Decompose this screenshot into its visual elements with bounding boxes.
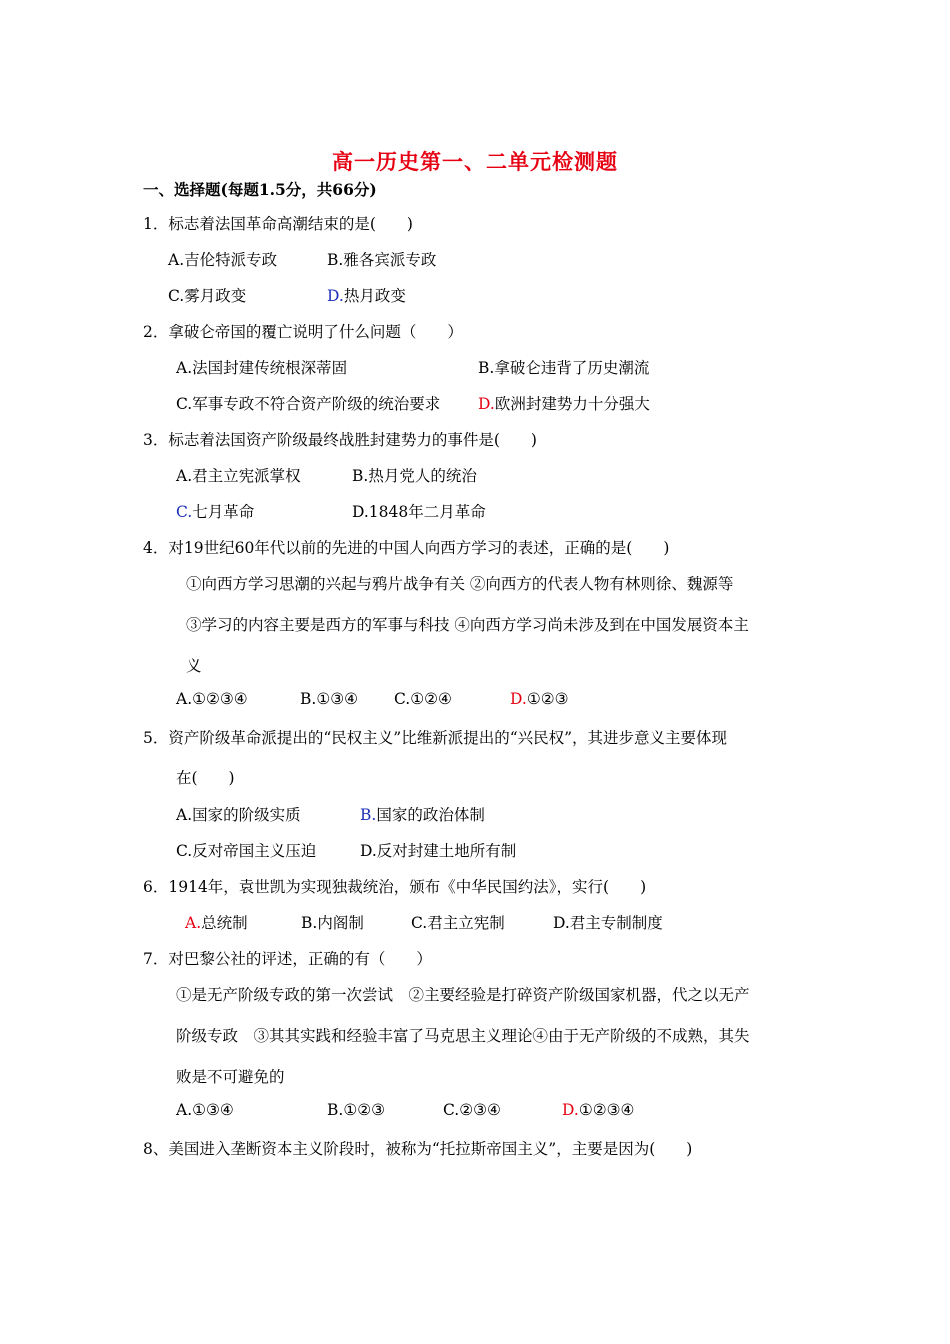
answer-label: D. [510, 690, 527, 708]
question-3-option-d: D.1848年二月革命 [352, 503, 486, 521]
answer-label: B. [360, 806, 377, 824]
question-1-option-c: C.雾月政变 [168, 287, 247, 305]
answer-label: D. [478, 395, 495, 413]
option-text: 欧洲封建势力十分强大 [494, 395, 650, 413]
question-4-statement-line: ①向西方学习思潮的兴起与鸦片战争有关 ②向西方的代表人物有林则徐、魏源等 [186, 575, 734, 593]
answer-label: C. [176, 503, 193, 521]
question-4-statement-line: 义 [186, 657, 202, 675]
question-7-option-d [562, 1101, 634, 1119]
question-3-option-b: B.热月党人的统治 [352, 467, 477, 485]
question-2-stem: 2．拿破仑帝国的覆亡说明了什么问题（ ） [143, 323, 463, 341]
question-7-statement-line: 败是不可避免的 [176, 1068, 285, 1086]
question-1-stem: 1．标志着法国革命高潮结束的是( ) [143, 215, 413, 233]
question-1-option-a: A.吉伦特派专政 [168, 251, 278, 269]
question-6-stem: 6．1914年，袁世凯为实现独裁统治，颁布《中华民国约法》，实行( ) [143, 878, 647, 896]
question-7-stem: 7．对巴黎公社的评述，正确的有（ ） [143, 950, 432, 968]
question-7-option-b: B.①②③ [327, 1101, 386, 1119]
question-3-option-a: A.君主立宪派掌权 [176, 467, 301, 485]
answer-label: D. [562, 1101, 579, 1119]
option-text: ①②③④ [578, 1101, 635, 1119]
question-7-statement-line: 阶级专政 ③其其实践和经验丰富了马克思主义理论④由于无产阶级的不成熟，其失 [176, 1027, 750, 1045]
page-title: 高一历史第一、二单元检测题 [332, 149, 618, 174]
answer-label: A. [185, 914, 202, 932]
question-4-option-a: A.①②③④ [176, 690, 248, 708]
question-6-option-d: D.君主专制制度 [553, 914, 663, 932]
question-6-option-a [185, 911, 248, 933]
question-4-option-d [510, 690, 569, 708]
question-1-option-d [327, 284, 406, 306]
option-text: 总统制 [201, 914, 248, 932]
question-2-option-b: B.拿破仑违背了历史潮流 [478, 359, 650, 377]
question-8-stem: 8、美国进入垄断资本主义阶段时，被称为“托拉斯帝国主义”，主要是因为( ) [143, 1140, 693, 1158]
question-5-option-b [360, 803, 485, 825]
question-4-option-b: B.①③④ [300, 690, 359, 708]
question-1-option-b: B.雅各宾派专政 [327, 251, 437, 269]
question-2-option-a: A.法国封建传统根深蒂固 [176, 359, 348, 377]
question-2-option-c: C.军事专政不符合资产阶级的统治要求 [176, 395, 441, 413]
option-text: 热月政变 [343, 287, 406, 305]
question-5-option-a: A.国家的阶级实质 [176, 806, 301, 824]
question-4-option-c: C.①②④ [394, 690, 452, 708]
option-text: ①②③ [526, 690, 569, 708]
question-5-option-c: C.反对帝国主义压迫 [176, 842, 317, 860]
question-7-option-c: C.②③④ [443, 1101, 501, 1119]
question-5-stem-continued: 在( ) [176, 769, 235, 787]
option-text: 国家的政治体制 [376, 806, 485, 824]
question-3-option-c [176, 500, 254, 522]
question-4-stem: 4．对19世纪60年代以前的先进的中国人向西方学习的表述，正确的是( ) [143, 539, 670, 557]
question-7-option-a: A.①③④ [176, 1101, 234, 1119]
question-6-option-b: B.内阁制 [301, 914, 364, 932]
section-heading: 一、选择题(每题1.5分，共66分) [143, 180, 377, 199]
question-2-option-d [478, 392, 650, 414]
question-5-stem: 5．资产阶级革命派提出的“民权主义”比维新派提出的“兴民权”，其进步意义主要体现 [143, 729, 728, 747]
answer-label: D. [327, 287, 344, 305]
option-text: 七月革命 [192, 503, 255, 521]
question-7-statement-line: ①是无产阶级专政的第一次尝试 ②主要经验是打碎资产阶级国家机器，代之以无产 [176, 986, 750, 1004]
question-3-stem: 3．标志着法国资产阶级最终战胜封建势力的事件是( ) [143, 431, 537, 449]
question-5-option-d: D.反对封建土地所有制 [360, 842, 517, 860]
question-6-option-c: C.君主立宪制 [411, 914, 505, 932]
question-4-statement-line: ③学习的内容主要是西方的军事与科技 ④向西方学习尚未涉及到在中国发展资本主 [186, 616, 749, 634]
